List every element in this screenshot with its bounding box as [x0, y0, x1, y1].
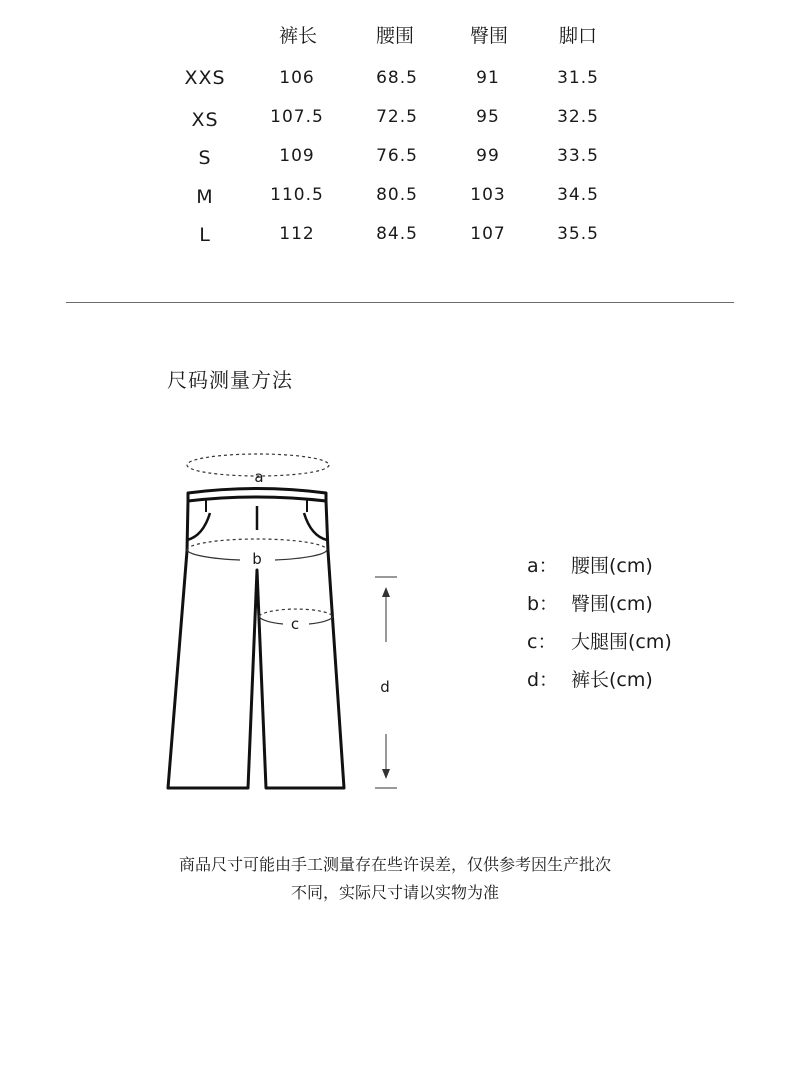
- measure-title: 尺码测量方法: [167, 368, 293, 392]
- table-cell: 84.5: [376, 224, 418, 244]
- table-cell: 76.5: [376, 146, 418, 166]
- table-cell: 103: [470, 185, 506, 205]
- size-label: M: [196, 186, 214, 208]
- legend-text: 臀围(cm): [571, 593, 653, 615]
- disclaimer-line-2: 不同，实际尺寸请以实物为准: [290, 883, 499, 902]
- legend-key: b：: [527, 593, 559, 615]
- table-cell: 32.5: [557, 107, 599, 127]
- table-cell: 72.5: [376, 107, 418, 127]
- legend-key: d：: [527, 669, 559, 691]
- header-hem: 脚口: [558, 25, 598, 47]
- table-cell: 68.5: [376, 68, 418, 88]
- table-cell: 31.5: [557, 68, 599, 88]
- table-cell: 34.5: [557, 185, 599, 205]
- legend-item: [527, 665, 653, 692]
- table-cell: 107: [470, 224, 506, 244]
- legend-item: [527, 589, 653, 616]
- size-label: XS: [191, 109, 219, 131]
- label-a: a: [254, 468, 264, 486]
- table-cell: 99: [476, 146, 500, 166]
- table-cell: 106: [279, 68, 315, 88]
- table-cell: 112: [279, 224, 315, 244]
- arrow-down-icon: [382, 769, 390, 779]
- table-cell: 109: [279, 146, 315, 166]
- legend-item: [527, 627, 672, 654]
- label-d: d: [380, 678, 390, 696]
- disclaimer-line-1: 商品尺寸可能由手工测量存在些许误差，仅供参考因生产批次: [178, 855, 611, 874]
- header-hip: 臀围: [469, 25, 509, 47]
- waistband: [188, 489, 326, 502]
- header-waist: 腰围: [375, 25, 415, 47]
- table-cell: 107.5: [270, 107, 324, 127]
- table-cell: 110.5: [270, 185, 324, 205]
- legend-text: 腰围(cm): [571, 555, 653, 577]
- legend-key: c：: [527, 631, 557, 653]
- table-cell: 35.5: [557, 224, 599, 244]
- legend-text: 大腿围(cm): [571, 631, 672, 653]
- size-label: L: [199, 224, 211, 246]
- table-cell: 33.5: [557, 146, 599, 166]
- label-c: c: [290, 615, 300, 633]
- hip-measure-ellipse: [187, 539, 327, 550]
- size-label: XXS: [184, 67, 226, 89]
- table-cell: 95: [476, 107, 500, 127]
- legend-key: a：: [527, 555, 558, 577]
- size-label: S: [198, 147, 212, 169]
- table-cell: 91: [476, 68, 500, 88]
- left-pocket: [187, 513, 210, 540]
- legend-item: [527, 551, 653, 578]
- table-cell: 80.5: [376, 185, 418, 205]
- right-pocket: [304, 513, 327, 540]
- legend-text: 裤长(cm): [571, 669, 653, 691]
- header-length: 裤长: [278, 25, 318, 47]
- arrow-up-icon: [382, 587, 390, 597]
- label-b: b: [252, 550, 262, 568]
